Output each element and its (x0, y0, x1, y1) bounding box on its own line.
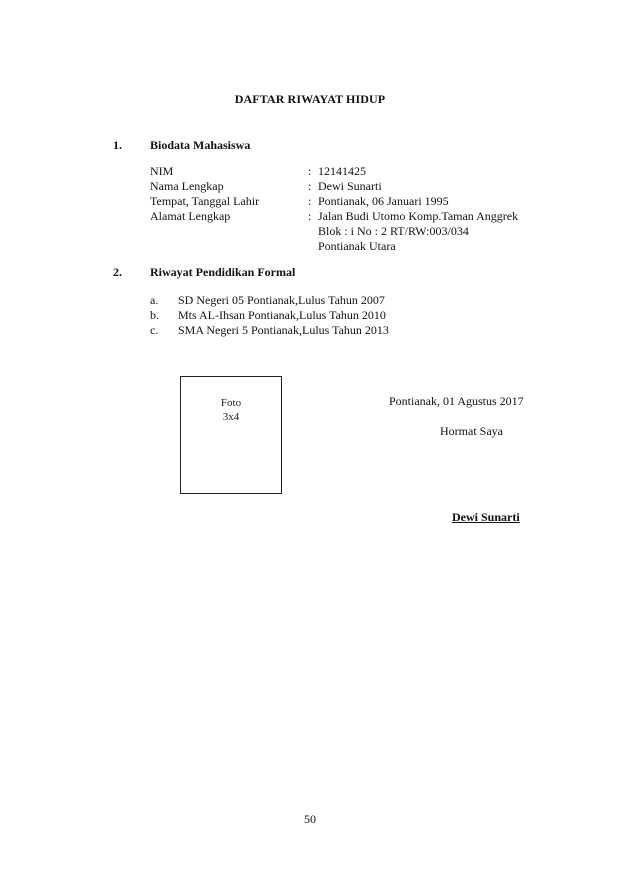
education-item-c: SMA Negeri 5 Pontianak,Lulus Tahun 2013 (178, 323, 389, 337)
section-2-number: 2. (113, 265, 122, 279)
address-line-3: Pontianak Utara (318, 239, 396, 253)
education-marker-a: a. (150, 293, 159, 307)
education-item-b: Mts AL-Ihsan Pontianak,Lulus Tahun 2010 (178, 308, 386, 322)
nim-value: 12141425 (318, 164, 366, 178)
name-separator: : (308, 179, 312, 193)
address-value: Jalan Budi Utomo Komp.Taman Anggrek (318, 209, 519, 223)
name-value: Dewi Sunarti (318, 179, 382, 193)
signature-name: Dewi Sunarti (452, 510, 520, 524)
photo-label: Foto (220, 397, 242, 409)
education-marker-c: c. (150, 323, 159, 337)
address-separator: : (308, 209, 312, 223)
birth-value: Pontianak, 06 Januari 1995 (318, 194, 449, 208)
name-label: Nama Lengkap (150, 179, 224, 193)
photo-size-label: 3x4 (222, 411, 240, 423)
education-item-a: SD Negeri 05 Pontianak,Lulus Tahun 2007 (178, 293, 385, 307)
signature-closing: Hormat Saya (440, 424, 503, 438)
nim-label: NIM (150, 164, 174, 178)
document-title: DAFTAR RIWAYAT HIDUP (234, 92, 386, 106)
section-2-heading: Riwayat Pendidikan Formal (150, 265, 296, 279)
education-marker-b: b. (150, 308, 159, 322)
page-number: 50 (304, 812, 316, 826)
nim-separator: : (308, 164, 312, 178)
photo-placeholder (180, 376, 282, 494)
birth-separator: : (308, 194, 312, 208)
birth-label: Tempat, Tanggal Lahir (150, 194, 260, 208)
section-1-number: 1. (113, 138, 122, 152)
address-label: Alamat Lengkap (150, 209, 231, 223)
signature-place-date: Pontianak, 01 Agustus 2017 (389, 394, 524, 408)
section-1-heading: Biodata Mahasiswa (150, 138, 251, 152)
address-line-2: Blok : i No : 2 RT/RW:003/034 (318, 224, 469, 238)
